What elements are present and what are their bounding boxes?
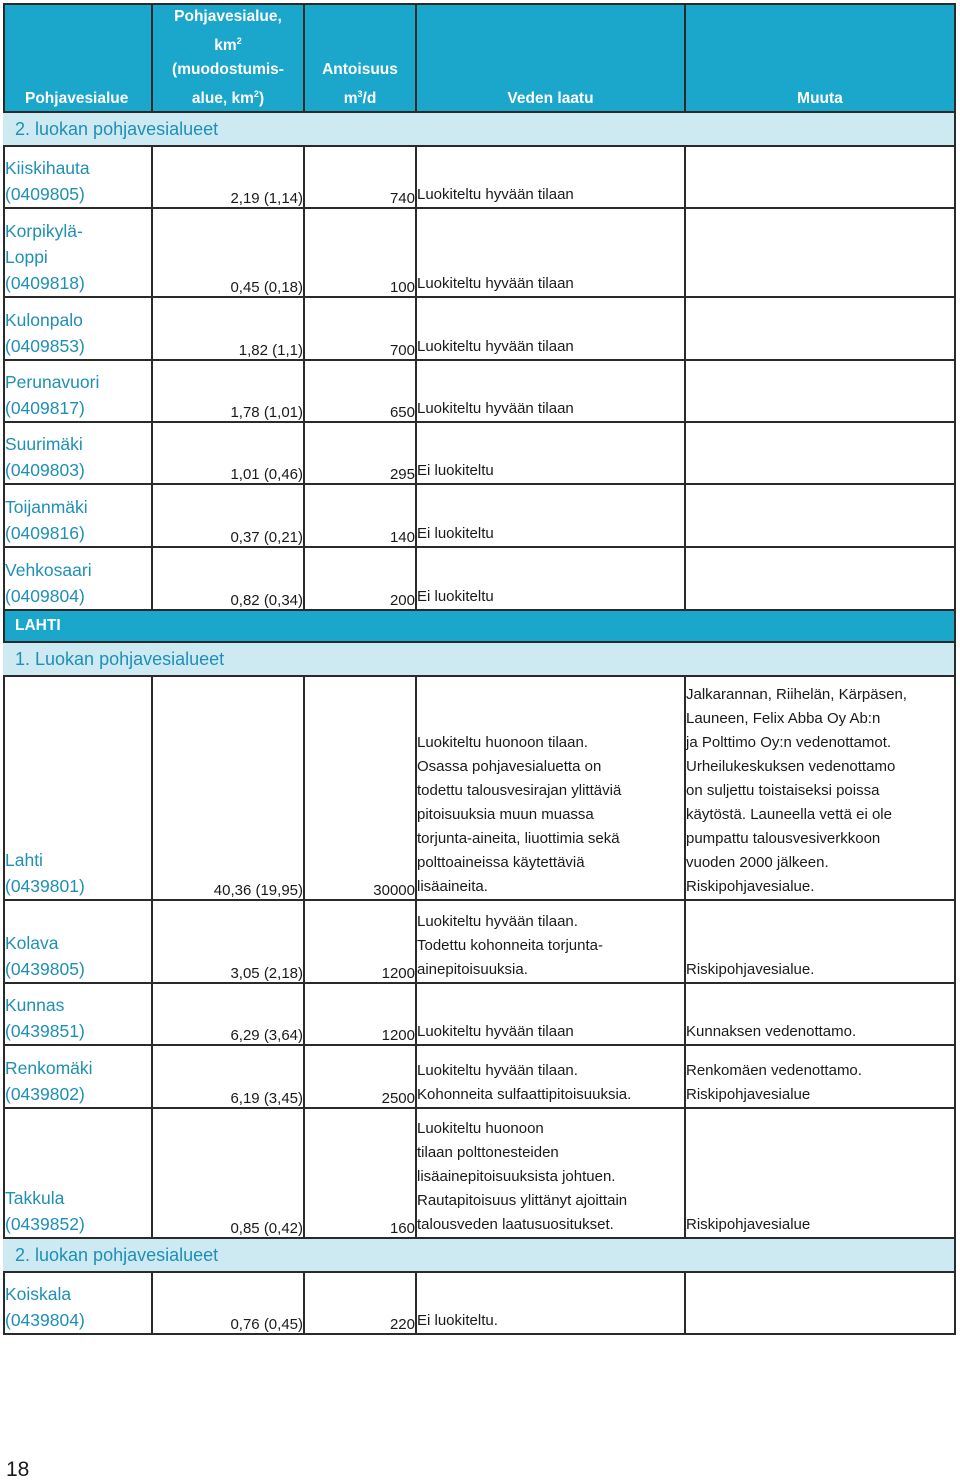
area-km2: 0,76 (0,45)	[152, 1272, 304, 1334]
other-notes	[685, 422, 955, 484]
water-quality: Luokiteltu hyvään tilaan	[416, 297, 685, 360]
area-name: Perunavuori (0409817)	[4, 360, 152, 422]
groundwater-table	[3, 3, 956, 1335]
table-row	[4, 983, 955, 1045]
area-km2: 40,36 (19,95)	[152, 676, 304, 900]
water-quality: Ei luokiteltu	[416, 547, 685, 610]
water-quality: Luokiteltu hyvään tilaan	[416, 146, 685, 208]
water-quality: Luokiteltu huonoon tilaan. Osassa pohjavesialuetta on todettu talousvesirajan ylittäviä pitoisuuksia muun muassa torjunta-aineita, liuottimia sekä polttoaineissa käytettäviä lisäaineita.	[416, 676, 685, 900]
table-row	[4, 676, 955, 900]
other-notes	[685, 208, 955, 297]
yield-value: 140	[304, 484, 416, 547]
water-quality: Luokiteltu hyvään tilaan	[416, 208, 685, 297]
header-yield: Antoisuus $m^3/d$	[304, 4, 416, 112]
area-km2: 2,19 (1,14)	[152, 146, 304, 208]
table-row	[4, 208, 955, 297]
yield-value: 200	[304, 547, 416, 610]
header-water-quality: Veden laatu	[416, 4, 685, 112]
area-name: Kiiskihauta (0409805)	[4, 146, 152, 208]
section-class2-a-label: 2. luokan pohjavesialueet	[4, 112, 955, 146]
other-notes	[685, 146, 955, 208]
area-km2: 0,85 (0,42)	[152, 1108, 304, 1238]
water-quality: Ei luokiteltu.	[416, 1272, 685, 1334]
header-other: Muuta	[685, 4, 955, 112]
section-class1-label: 1. Luokan pohjavesialueet	[4, 642, 955, 676]
area-km2: 0,82 (0,34)	[152, 547, 304, 610]
page-number: 18	[6, 1458, 30, 1481]
other-notes: Kunnaksen vedenottamo.	[685, 983, 955, 1045]
yield-value: 1200	[304, 900, 416, 983]
water-quality: Luokiteltu hyvään tilaan. Todettu kohonneita torjunta- ainepitoisuuksia.	[416, 900, 685, 983]
other-notes	[685, 547, 955, 610]
other-notes: Riskipohjavesialue	[685, 1108, 955, 1238]
other-notes	[685, 360, 955, 422]
area-km2: 0,37 (0,21)	[152, 484, 304, 547]
yield-value: 220	[304, 1272, 416, 1334]
section-lahti-label: LAHTI	[4, 610, 955, 642]
water-quality: Luokiteltu hyvään tilaan	[416, 360, 685, 422]
other-notes	[685, 1272, 955, 1334]
water-quality: Luokiteltu hyvään tilaan. Kohonneita sulfaattipitoisuuksia.	[416, 1045, 685, 1108]
area-km2: 1,01 (0,46)	[152, 422, 304, 484]
table-row	[4, 1272, 955, 1334]
other-notes: Renkomäen vedenottamo. Riskipohjavesialue	[685, 1045, 955, 1108]
other-notes	[685, 297, 955, 360]
section-class2-a	[4, 112, 955, 146]
table-row	[4, 1108, 955, 1238]
area-km2: 1,78 (1,01)	[152, 360, 304, 422]
yield-value: 700	[304, 297, 416, 360]
area-name: Korpikylä- Loppi (0409818)	[4, 208, 152, 297]
yield-value: 1200	[304, 983, 416, 1045]
other-notes: Riskipohjavesialue.	[685, 900, 955, 983]
table-row	[4, 900, 955, 983]
table-row	[4, 422, 955, 484]
area-name: Takkula (0439852)	[4, 1108, 152, 1238]
yield-value: 295	[304, 422, 416, 484]
table-row	[4, 1045, 955, 1108]
water-quality: Luokiteltu hyvään tilaan	[416, 983, 685, 1045]
table-row	[4, 146, 955, 208]
water-quality: Luokiteltu huonoon tilaan polttonesteiden lisäainepitoisuuksista johtuen. Rautapitoisuus ylittänyt ajoittain talousveden laatusuositukset.	[416, 1108, 685, 1238]
area-km2: 3,05 (2,18)	[152, 900, 304, 983]
area-km2: 1,82 (1,1)	[152, 297, 304, 360]
water-quality: Ei luokiteltu	[416, 484, 685, 547]
section-class1	[4, 642, 955, 676]
table-row	[4, 484, 955, 547]
yield-value: 160	[304, 1108, 416, 1238]
water-quality: Ei luokiteltu	[416, 422, 685, 484]
header-area-km2: Pohjavesialue, $km^2$ (muodostumis- alue, $km^2$)	[152, 4, 304, 112]
other-notes: Jalkarannan, Riihelän, Kärpäsen, Launeen, Felix Abba Oy Ab:n ja Polttimo Oy:n vedenottamot. Urheilukeskuksen vedenottamo on suljettu toistaiseksi poissa käytöstä. Launeella vettä ei ole pumpattu talousvesiverkkoon vuoden 2000 jälkeen. Riskipohjavesialue.	[685, 676, 955, 900]
section-class2-b-label: 2. luokan pohjavesialueet	[4, 1238, 955, 1272]
header-groundwater-area: Pohjavesialue	[4, 4, 152, 112]
area-name: Koiskala (0439804)	[4, 1272, 152, 1334]
yield-value: 740	[304, 146, 416, 208]
area-km2: 6,19 (3,45)	[152, 1045, 304, 1108]
area-name: Toijanmäki (0409816)	[4, 484, 152, 547]
table-row	[4, 360, 955, 422]
yield-value: 30000	[304, 676, 416, 900]
table-row	[4, 547, 955, 610]
area-name: Kunnas (0439851)	[4, 983, 152, 1045]
area-name: Suurimäki (0409803)	[4, 422, 152, 484]
section-class2-b	[4, 1238, 955, 1272]
area-name: Kolava (0439805)	[4, 900, 152, 983]
area-km2: 0,45 (0,18)	[152, 208, 304, 297]
yield-value: 100	[304, 208, 416, 297]
other-notes	[685, 484, 955, 547]
area-name: Kulonpalo (0409853)	[4, 297, 152, 360]
area-name: Lahti (0439801)	[4, 676, 152, 900]
section-lahti	[4, 610, 955, 642]
table-row	[4, 297, 955, 360]
area-name: Vehkosaari (0409804)	[4, 547, 152, 610]
yield-value: 650	[304, 360, 416, 422]
area-name: Renkomäki (0439802)	[4, 1045, 152, 1108]
header-row	[4, 4, 955, 112]
yield-value: 2500	[304, 1045, 416, 1108]
area-km2: 6,29 (3,64)	[152, 983, 304, 1045]
